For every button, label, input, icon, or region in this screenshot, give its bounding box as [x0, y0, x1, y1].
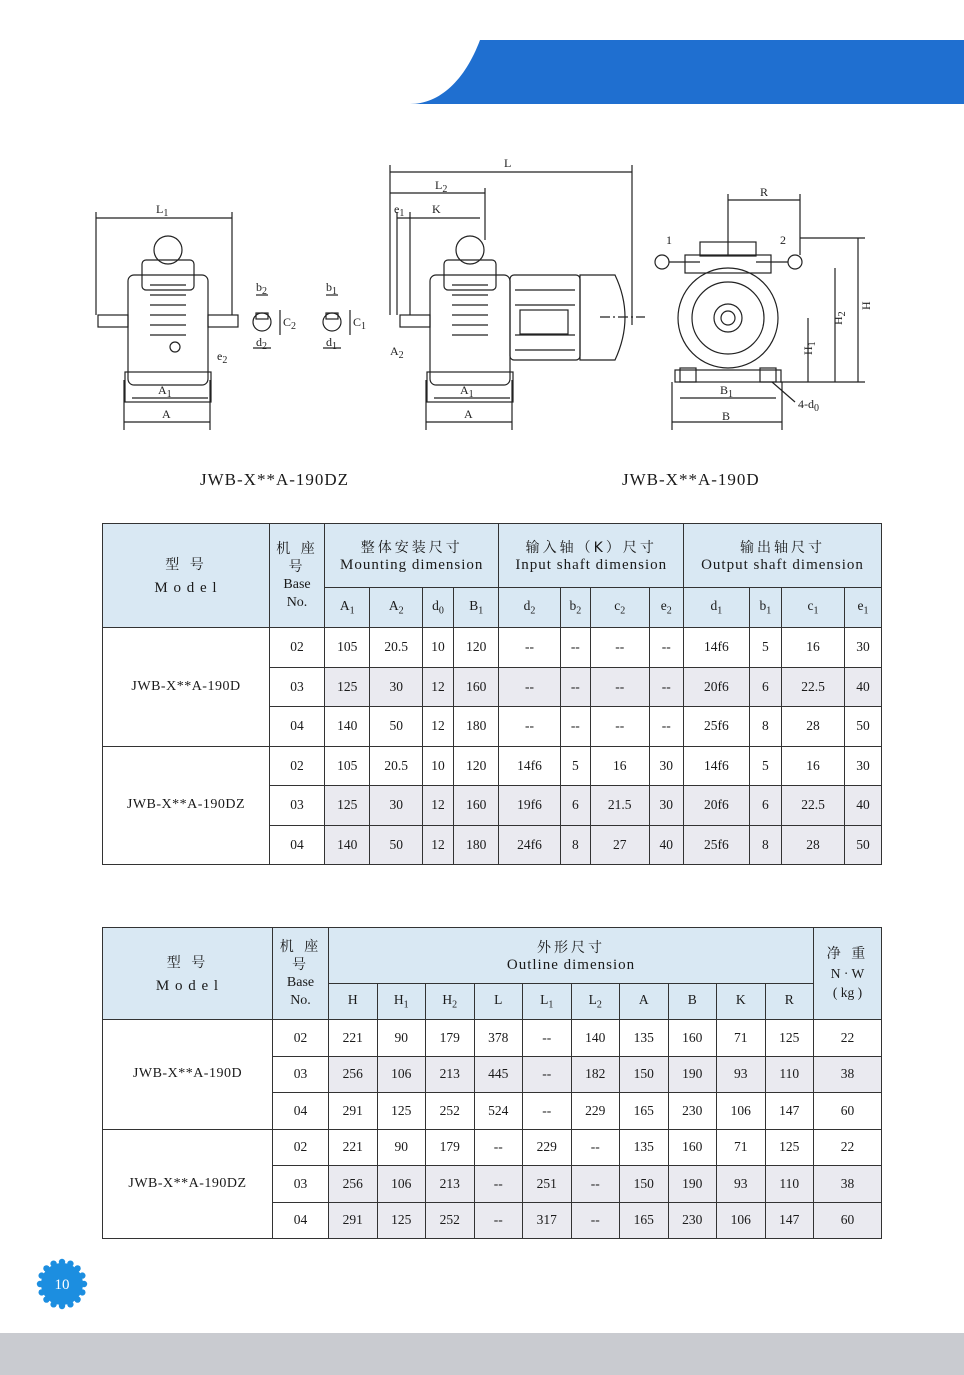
- column-header: $A_2$: [370, 588, 423, 628]
- label-K: K: [432, 202, 441, 216]
- value-cell: 160: [668, 1020, 717, 1057]
- value-cell: 120: [454, 628, 499, 668]
- label-A: A: [162, 407, 171, 421]
- base-number: 03: [270, 667, 325, 707]
- label-A1: $A_1$: [158, 383, 172, 400]
- column-header: $d_2$: [499, 588, 560, 628]
- value-cell: 40: [844, 667, 881, 707]
- value-cell: 125: [765, 1020, 814, 1057]
- value-cell: 40: [844, 786, 881, 826]
- value-cell: --: [649, 707, 684, 747]
- base-number: 02: [273, 1020, 329, 1057]
- value-cell: 5: [749, 628, 782, 668]
- value-cell: 27: [590, 825, 649, 865]
- base-number: 04: [270, 825, 325, 865]
- value-cell: --: [590, 628, 649, 668]
- label-b1: $b_1$: [326, 280, 337, 297]
- value-cell: 16: [782, 746, 845, 786]
- column-header: A: [620, 984, 669, 1020]
- weight-cell: 22: [814, 1129, 882, 1166]
- value-cell: 150: [620, 1166, 669, 1203]
- value-cell: 21.5: [590, 786, 649, 826]
- base-number: 04: [270, 707, 325, 747]
- value-cell: 291: [329, 1093, 378, 1130]
- value-cell: 135: [620, 1020, 669, 1057]
- value-cell: 12: [423, 707, 454, 747]
- value-cell: 30: [649, 786, 684, 826]
- value-cell: 110: [765, 1166, 814, 1203]
- label-b2: $b_2$: [256, 280, 267, 297]
- value-cell: 230: [668, 1202, 717, 1239]
- value-cell: 6: [749, 667, 782, 707]
- value-cell: 213: [426, 1056, 475, 1093]
- value-cell: 30: [844, 746, 881, 786]
- footer-strip: [0, 1333, 964, 1375]
- value-cell: 229: [523, 1129, 572, 1166]
- value-cell: 6: [749, 786, 782, 826]
- value-cell: 5: [749, 746, 782, 786]
- value-cell: 30: [649, 746, 684, 786]
- d-side-view: [400, 236, 625, 402]
- label-L1: $L_1$: [156, 202, 169, 219]
- value-cell: 180: [454, 707, 499, 747]
- base-number: 02: [270, 628, 325, 668]
- label-B1: $B_1$: [720, 383, 734, 400]
- value-cell: 221: [329, 1129, 378, 1166]
- value-cell: 12: [423, 825, 454, 865]
- table-row: [103, 1129, 882, 1166]
- value-cell: 50: [844, 825, 881, 865]
- value-cell: --: [649, 628, 684, 668]
- value-cell: --: [523, 1056, 572, 1093]
- value-cell: 140: [571, 1020, 620, 1057]
- base-number: 02: [270, 746, 325, 786]
- column-header: $B_1$: [454, 588, 499, 628]
- value-cell: 25f6: [684, 825, 750, 865]
- base-number: 03: [273, 1056, 329, 1093]
- column-header: $L_1$: [523, 984, 572, 1020]
- label-c1: $C_1$: [353, 315, 367, 332]
- value-cell: 213: [426, 1166, 475, 1203]
- value-cell: 110: [765, 1056, 814, 1093]
- value-cell: --: [571, 1166, 620, 1203]
- label-4-d0: $4-d_0$: [798, 397, 819, 414]
- base-header: 机 座 号 Base No.: [273, 928, 329, 1020]
- value-cell: 20.5: [370, 746, 423, 786]
- value-cell: 221: [329, 1020, 378, 1057]
- value-cell: --: [523, 1093, 572, 1130]
- column-header: $b_2$: [560, 588, 590, 628]
- column-header: $H_2$: [426, 984, 475, 1020]
- model-name: JWB-X**A-190DZ: [103, 746, 270, 865]
- value-cell: 125: [377, 1093, 426, 1130]
- base-number: 03: [270, 786, 325, 826]
- value-cell: 140: [325, 707, 370, 747]
- value-cell: --: [560, 667, 590, 707]
- outline-dimension-table: [102, 927, 882, 1239]
- label-c2: $C_2$: [283, 315, 297, 332]
- value-cell: 90: [377, 1129, 426, 1166]
- label-handle-1: 1: [666, 233, 672, 247]
- value-cell: 14f6: [499, 746, 560, 786]
- value-cell: 147: [765, 1202, 814, 1239]
- outline-header: 外形尺寸 Outline dimension: [329, 928, 814, 984]
- base-number: 03: [273, 1166, 329, 1203]
- value-cell: 20f6: [684, 667, 750, 707]
- value-cell: 125: [377, 1202, 426, 1239]
- value-cell: 106: [717, 1202, 766, 1239]
- value-cell: 30: [370, 786, 423, 826]
- column-header: K: [717, 984, 766, 1020]
- value-cell: --: [474, 1129, 523, 1166]
- value-cell: 24f6: [499, 825, 560, 865]
- value-cell: --: [499, 628, 560, 668]
- value-cell: --: [571, 1129, 620, 1166]
- weight-cell: 22: [814, 1020, 882, 1057]
- value-cell: 105: [325, 628, 370, 668]
- label-L2: $L_2$: [435, 178, 448, 195]
- value-cell: 8: [749, 825, 782, 865]
- value-cell: 5: [560, 746, 590, 786]
- label-mid-A1: $A_1$: [460, 383, 474, 400]
- value-cell: 140: [325, 825, 370, 865]
- value-cell: --: [560, 628, 590, 668]
- value-cell: 6: [560, 786, 590, 826]
- value-cell: 8: [749, 707, 782, 747]
- column-header: $c_1$: [782, 588, 845, 628]
- value-cell: 50: [370, 707, 423, 747]
- label-L: L: [504, 156, 512, 170]
- value-cell: 165: [620, 1093, 669, 1130]
- value-cell: --: [499, 707, 560, 747]
- value-cell: 378: [474, 1020, 523, 1057]
- value-cell: 30: [844, 628, 881, 668]
- dimension-drawings: [60, 150, 920, 470]
- base-number: 04: [273, 1093, 329, 1130]
- base-number: 02: [273, 1129, 329, 1166]
- weight-cell: 60: [814, 1093, 882, 1130]
- value-cell: 180: [454, 825, 499, 865]
- value-cell: --: [523, 1020, 572, 1057]
- value-cell: 22.5: [782, 667, 845, 707]
- value-cell: 160: [454, 667, 499, 707]
- value-cell: 90: [377, 1020, 426, 1057]
- table-row: [103, 1020, 882, 1057]
- page-number-badge: [36, 1258, 88, 1310]
- value-cell: 22.5: [782, 786, 845, 826]
- column-header: $d_0$: [423, 588, 454, 628]
- column-header: L: [474, 984, 523, 1020]
- value-cell: --: [590, 707, 649, 747]
- column-header: $L_2$: [571, 984, 620, 1020]
- value-cell: 40: [649, 825, 684, 865]
- column-header: $e_2$: [649, 588, 684, 628]
- value-cell: 20f6: [684, 786, 750, 826]
- value-cell: 16: [590, 746, 649, 786]
- value-cell: 125: [325, 786, 370, 826]
- value-cell: 20.5: [370, 628, 423, 668]
- value-cell: 106: [377, 1056, 426, 1093]
- mounting-header: 整体安装尺寸 Mounting dimension: [325, 524, 499, 588]
- value-cell: 12: [423, 667, 454, 707]
- value-cell: 71: [717, 1020, 766, 1057]
- value-cell: --: [590, 667, 649, 707]
- label-e2: $e_2$: [217, 349, 228, 366]
- table-row: [103, 628, 882, 668]
- label-H: H: [859, 301, 873, 310]
- value-cell: 179: [426, 1020, 475, 1057]
- value-cell: 150: [620, 1056, 669, 1093]
- value-cell: --: [560, 707, 590, 747]
- value-cell: 105: [325, 746, 370, 786]
- model-header: 型 号 M o d e l: [103, 524, 270, 628]
- value-cell: 125: [325, 667, 370, 707]
- value-cell: 106: [377, 1166, 426, 1203]
- table-row: [103, 746, 882, 786]
- value-cell: 160: [454, 786, 499, 826]
- value-cell: 256: [329, 1056, 378, 1093]
- value-cell: 120: [454, 746, 499, 786]
- label-e1: $e_1$: [394, 202, 405, 219]
- caption-d: JWB-X**A-190D: [622, 470, 760, 489]
- label-H2: $H_2$: [831, 311, 848, 325]
- weight-cell: 38: [814, 1166, 882, 1203]
- value-cell: 14f6: [684, 746, 750, 786]
- column-header: $c_2$: [590, 588, 649, 628]
- value-cell: 28: [782, 825, 845, 865]
- value-cell: 165: [620, 1202, 669, 1239]
- page-number: 10: [54, 1277, 70, 1293]
- value-cell: 14f6: [684, 628, 750, 668]
- header-banner: [410, 40, 964, 104]
- value-cell: 160: [668, 1129, 717, 1166]
- column-header: $A_1$: [325, 588, 370, 628]
- value-cell: 93: [717, 1056, 766, 1093]
- value-cell: 125: [765, 1129, 814, 1166]
- value-cell: 16: [782, 628, 845, 668]
- label-handle-2: 2: [780, 233, 786, 247]
- label-d2: $d_2$: [256, 335, 267, 352]
- column-header: $b_1$: [749, 588, 782, 628]
- model-name: JWB-X**A-190D: [103, 1020, 273, 1130]
- label-R: R: [760, 185, 769, 199]
- weight-cell: 38: [814, 1056, 882, 1093]
- value-cell: 190: [668, 1056, 717, 1093]
- value-cell: 8: [560, 825, 590, 865]
- value-cell: --: [474, 1166, 523, 1203]
- value-cell: 106: [717, 1093, 766, 1130]
- weight-header: 净 重 N · W ( kg ): [814, 928, 882, 1020]
- value-cell: 10: [423, 628, 454, 668]
- base-header: 机 座 号 Base No.: [270, 524, 325, 628]
- value-cell: --: [474, 1202, 523, 1239]
- value-cell: 135: [620, 1129, 669, 1166]
- value-cell: 28: [782, 707, 845, 747]
- column-header: $d_1$: [684, 588, 750, 628]
- label-B: B: [722, 409, 731, 423]
- value-cell: 93: [717, 1166, 766, 1203]
- value-cell: 190: [668, 1166, 717, 1203]
- input-shaft-header: 输入轴（K）尺寸 Input shaft dimension: [499, 524, 684, 588]
- model-name: JWB-X**A-190D: [103, 628, 270, 747]
- value-cell: 524: [474, 1093, 523, 1130]
- value-cell: 25f6: [684, 707, 750, 747]
- value-cell: 291: [329, 1202, 378, 1239]
- column-header: R: [765, 984, 814, 1020]
- column-header: $e_1$: [844, 588, 881, 628]
- value-cell: 252: [426, 1202, 475, 1239]
- column-header: $H_1$: [377, 984, 426, 1020]
- value-cell: 147: [765, 1093, 814, 1130]
- value-cell: 30: [370, 667, 423, 707]
- value-cell: 229: [571, 1093, 620, 1130]
- value-cell: 50: [844, 707, 881, 747]
- value-cell: 445: [474, 1056, 523, 1093]
- value-cell: 10: [423, 746, 454, 786]
- value-cell: 71: [717, 1129, 766, 1166]
- value-cell: 182: [571, 1056, 620, 1093]
- value-cell: 179: [426, 1129, 475, 1166]
- value-cell: 251: [523, 1166, 572, 1203]
- caption-dz: JWB-X**A-190DZ: [200, 470, 350, 489]
- base-number: 04: [273, 1202, 329, 1239]
- column-header: B: [668, 984, 717, 1020]
- value-cell: 50: [370, 825, 423, 865]
- model-header: 型 号 M o d e l: [103, 928, 273, 1020]
- label-A2: $A_2$: [390, 344, 404, 361]
- column-header: H: [329, 984, 378, 1020]
- value-cell: 317: [523, 1202, 572, 1239]
- output-shaft-header: 输出轴尺寸 Output shaft dimension: [684, 524, 882, 588]
- dz-front-view: [98, 236, 238, 402]
- value-cell: 12: [423, 786, 454, 826]
- value-cell: --: [649, 667, 684, 707]
- shaft-dimension-table: [102, 523, 882, 865]
- label-d1: $d_1$: [326, 335, 337, 352]
- value-cell: 256: [329, 1166, 378, 1203]
- value-cell: 252: [426, 1093, 475, 1130]
- value-cell: --: [499, 667, 560, 707]
- label-H1: $H_1$: [801, 341, 818, 355]
- value-cell: 230: [668, 1093, 717, 1130]
- label-mid-A: A: [464, 407, 473, 421]
- value-cell: 19f6: [499, 786, 560, 826]
- value-cell: --: [571, 1202, 620, 1239]
- weight-cell: 60: [814, 1202, 882, 1239]
- model-name: JWB-X**A-190DZ: [103, 1129, 273, 1239]
- d-end-view: [655, 242, 802, 382]
